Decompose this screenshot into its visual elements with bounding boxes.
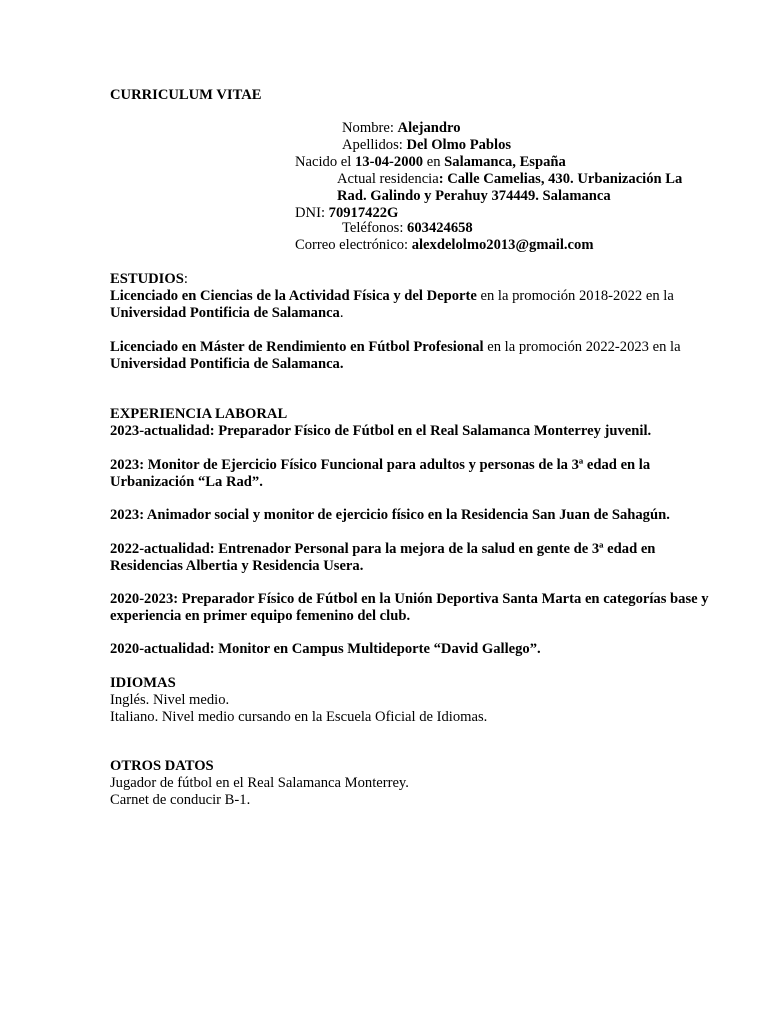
- studies-item-1: [110, 288, 710, 322]
- experience-item: 2020-2023: Preparador Físico de Fútbol en la Unión Deportiva Santa Marta en categorías base y experiencia en primer equipo femenino del club.: [110, 591, 709, 624]
- residence-label: Actual residencia: [337, 171, 439, 187]
- residence-line: [337, 171, 682, 188]
- experience-item: 2022-actualidad: Entrenador Personal para la mejora de la salud en gente de 3ª edad en Residencias Albertia y Residencia Usera.: [110, 541, 656, 574]
- dni-value: 70917422G: [328, 205, 399, 221]
- name-value: Alejandro: [397, 120, 461, 136]
- studies-item-1-middle: en la promoción 2018-2022 en la: [476, 288, 674, 304]
- studies-heading: ESTUDIOS: [110, 271, 184, 287]
- surname-value: Del Olmo Pablos: [406, 137, 512, 153]
- studies-heading-line: [110, 271, 188, 288]
- email-label: Correo electrónico:: [295, 237, 412, 253]
- dni-label: DNI:: [295, 205, 329, 221]
- email-line: [295, 237, 593, 254]
- studies-item-2-degree: Licenciado en Máster de Rendimiento en Fútbol Profesional: [110, 339, 484, 355]
- name-line: [342, 120, 461, 137]
- experience-item: 2023: Monitor de Ejercicio Físico Funcional para adultos y personas de la 3ª edad en la Urbanización “La Rad”.: [110, 457, 651, 490]
- experience-item: 2020-actualidad: Monitor en Campus Multideporte “David Gallego”.: [110, 641, 541, 657]
- birth-line: [295, 154, 566, 171]
- other-item: Jugador de fútbol en el Real Salamanca Monterrey.: [110, 775, 409, 791]
- birth-date: 13-04-2000: [354, 154, 424, 170]
- phone-line: [342, 220, 473, 237]
- studies-heading-colon: :: [183, 271, 188, 287]
- phone-value: 603424658: [407, 220, 473, 236]
- birth-connector: en: [423, 154, 445, 170]
- residence-value-1: : Calle Camelias, 430. Urbanización La: [438, 171, 683, 187]
- birth-place: Salamanca, España: [444, 154, 566, 170]
- studies-item-2-university: Universidad Pontificia de Salamanca.: [110, 355, 344, 372]
- other-item: Carnet de conducir B-1.: [110, 792, 251, 808]
- languages-heading: IDIOMAS: [110, 675, 176, 691]
- studies-item-1-end: .: [339, 304, 344, 321]
- experience-heading: EXPERIENCIA LABORAL: [110, 406, 288, 422]
- surname-line: [342, 137, 511, 154]
- phone-label: Teléfonos:: [342, 220, 408, 236]
- studies-item-2-middle: en la promoción 2022-2023 en la: [483, 339, 681, 355]
- studies-item-1-degree: Licenciado en Ciencias de la Actividad Física y del Deporte: [110, 288, 477, 304]
- email-value: alexdelolmo2013@gmail.com: [411, 237, 594, 253]
- name-label: Nombre:: [342, 120, 398, 136]
- surname-label: Apellidos:: [342, 137, 407, 153]
- studies-item-2: [110, 339, 710, 373]
- experience-item: 2023-actualidad: Preparador Físico de Fútbol en el Real Salamanca Monterrey juvenil.: [110, 423, 652, 439]
- document-title: CURRICULUM VITAE: [110, 87, 262, 103]
- birth-label: Nacido el: [295, 154, 355, 170]
- language-item: Inglés. Nivel medio.: [110, 692, 230, 708]
- other-heading: OTROS DATOS: [110, 758, 214, 774]
- experience-item: 2023: Animador social y monitor de ejercicio físico en la Residencia San Juan de Sahagún.: [110, 507, 670, 523]
- residence-value-2: Rad. Galindo y Perahuy 374449. Salamanca: [337, 188, 611, 204]
- language-item: Italiano. Nivel medio cursando en la Escuela Oficial de Idiomas.: [110, 709, 488, 725]
- studies-item-1-university: Universidad Pontificia de Salamanca: [110, 304, 340, 321]
